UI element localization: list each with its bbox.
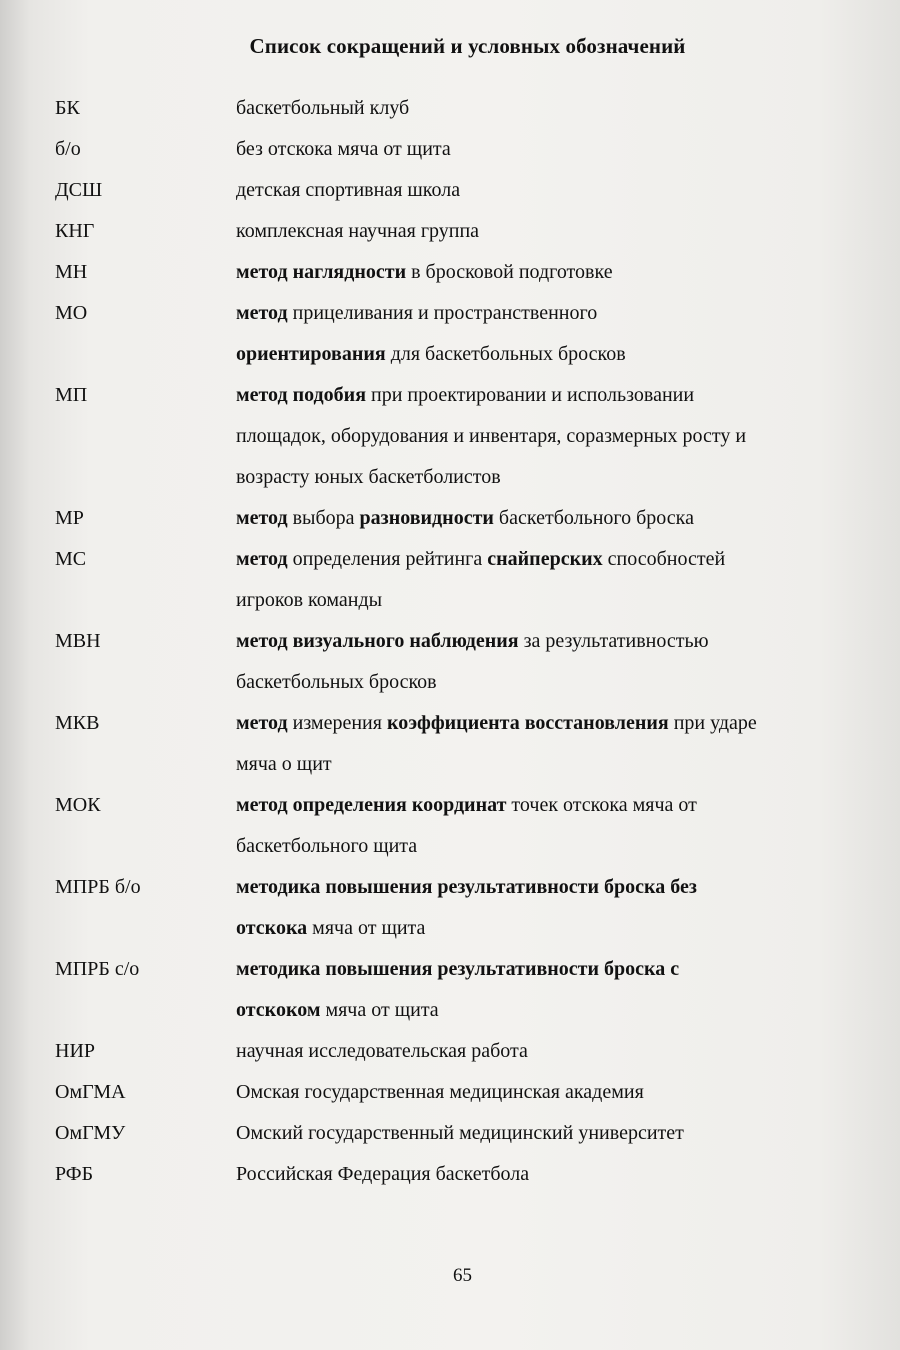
abbreviation-definition-line — [236, 293, 876, 334]
abbreviation-term: МВН — [55, 630, 101, 652]
definition-text: баскетбольных бросков — [236, 671, 437, 693]
abbreviation-definition-line — [236, 621, 876, 662]
definition-text: определения рейтинга — [287, 548, 488, 570]
abbreviation-definition-line — [236, 1154, 876, 1195]
definition-text: комплексная научная группа — [236, 220, 480, 242]
definition-text: мяча о щит — [236, 753, 332, 775]
definition-text: баскетбольного броска — [493, 507, 694, 529]
abbreviation-term: МН — [55, 261, 88, 283]
abbreviation-definition-line — [236, 1072, 876, 1113]
definition-bold-text: метод подобия — [236, 384, 367, 406]
definition-bold-text: методика повышения результативности броска без — [236, 876, 697, 898]
definition-text: Российская Федерация баскетбола — [236, 1163, 530, 1185]
abbreviation-definition-line — [236, 129, 876, 170]
abbreviation-definition-line — [236, 908, 876, 949]
abbreviation-definition-line — [236, 334, 876, 375]
definition-bold-text: метод — [236, 507, 288, 529]
abbreviation-definition-line — [236, 1031, 876, 1072]
abbreviation-definition-line — [236, 252, 876, 293]
abbreviation-definition-line — [236, 170, 876, 211]
definition-bold-text: отскока — [236, 917, 308, 939]
definition-text: выбора — [287, 507, 360, 529]
definition-text: баскетбольный клуб — [236, 97, 410, 119]
abbreviation-definition-line — [236, 375, 876, 416]
definition-text: баскетбольного щита — [236, 835, 418, 857]
definition-text: в бросковой подготовке — [406, 261, 613, 283]
definition-bold-text: отскоком — [236, 999, 321, 1021]
abbreviation-definition-line — [236, 826, 876, 867]
abbreviation-term: БК — [55, 97, 80, 119]
definition-text: возрасту юных баскетболистов — [236, 466, 501, 488]
definition-bold-text: метод — [236, 302, 288, 324]
abbreviation-term: КНГ — [55, 220, 95, 242]
definition-text: точек отскока мяча от — [506, 794, 697, 816]
abbreviation-term: МП — [55, 384, 88, 406]
abbreviation-definition-line — [236, 703, 876, 744]
definition-text: детская спортивная школа — [236, 179, 461, 201]
definition-text: прицеливания и пространственного — [287, 302, 598, 324]
abbreviation-definition-line — [236, 662, 876, 703]
abbreviation-term: ОмГМА — [55, 1081, 126, 1103]
abbreviation-definition-line — [236, 211, 876, 252]
definition-bold-text: коэффициента восстановления — [386, 712, 669, 734]
abbreviation-definition-line — [236, 1113, 876, 1154]
definition-bold-text: ориентирования — [236, 343, 386, 365]
definition-text: без отскока мяча от щита — [236, 138, 451, 160]
definition-text: игроков команды — [236, 589, 383, 611]
abbreviation-term: МО — [55, 302, 88, 324]
abbreviation-term: МС — [55, 548, 87, 570]
abbreviation-definition-line — [236, 580, 876, 621]
definition-text: научная исследовательская работа — [236, 1040, 528, 1062]
definition-bold-text: методика повышения результативности броска с — [236, 958, 680, 980]
definition-bold-text: снайперских — [487, 548, 603, 570]
abbreviation-definition-line — [236, 744, 876, 785]
page-number: 65 — [453, 1265, 472, 1286]
definition-bold-text: метод наглядности — [236, 261, 407, 283]
abbreviation-term: МКВ — [55, 712, 100, 734]
definition-text: измерения — [287, 712, 387, 734]
abbreviation-term: ОмГМУ — [55, 1122, 126, 1144]
abbreviation-definition-line — [236, 785, 876, 826]
abbreviation-term: б/о — [55, 138, 81, 160]
abbreviation-definition-line — [236, 416, 876, 457]
definition-text: площадок, оборудования и инвентаря, соразмерных росту и — [236, 425, 747, 447]
abbreviation-definition-line — [236, 949, 876, 990]
definition-text: мяча от щита — [307, 917, 426, 939]
definition-text: мяча от щита — [320, 999, 439, 1021]
abbreviation-term: МПРБ с/о — [55, 958, 140, 980]
page-title: Список сокращений и условных обозначений — [249, 34, 686, 58]
abbreviation-term: МОК — [55, 794, 101, 816]
definition-text: способностей — [602, 548, 726, 570]
definition-text: для баскетбольных бросков — [385, 343, 626, 365]
definition-text: Омский государственный медицинский университет — [236, 1122, 684, 1144]
definition-text: Омская государственная медицинская академия — [236, 1081, 644, 1103]
definition-bold-text: метод — [236, 548, 288, 570]
definition-text: за результативностью — [518, 630, 709, 652]
abbreviation-definition-line — [236, 867, 876, 908]
abbreviation-term: МР — [55, 507, 84, 529]
abbreviation-definition-line — [236, 88, 876, 129]
definition-bold-text: разновидности — [359, 507, 494, 529]
abbreviation-term: МПРБ б/о — [55, 876, 141, 898]
abbreviation-definition-line — [236, 539, 876, 580]
abbreviation-term: РФБ — [55, 1163, 94, 1185]
abbreviation-definition-line — [236, 457, 876, 498]
definition-bold-text: метод определения координат — [236, 794, 507, 816]
abbreviation-term: ДСШ — [55, 179, 103, 201]
abbreviation-definition-line — [236, 990, 876, 1031]
abbreviation-term: НИР — [55, 1040, 96, 1062]
definition-text: при ударе — [668, 712, 757, 734]
definition-bold-text: метод визуального наблюдения — [236, 630, 519, 652]
abbreviation-definition-line — [236, 498, 876, 539]
definition-text: при проектировании и использовании — [366, 384, 695, 406]
definition-bold-text: метод — [236, 712, 288, 734]
